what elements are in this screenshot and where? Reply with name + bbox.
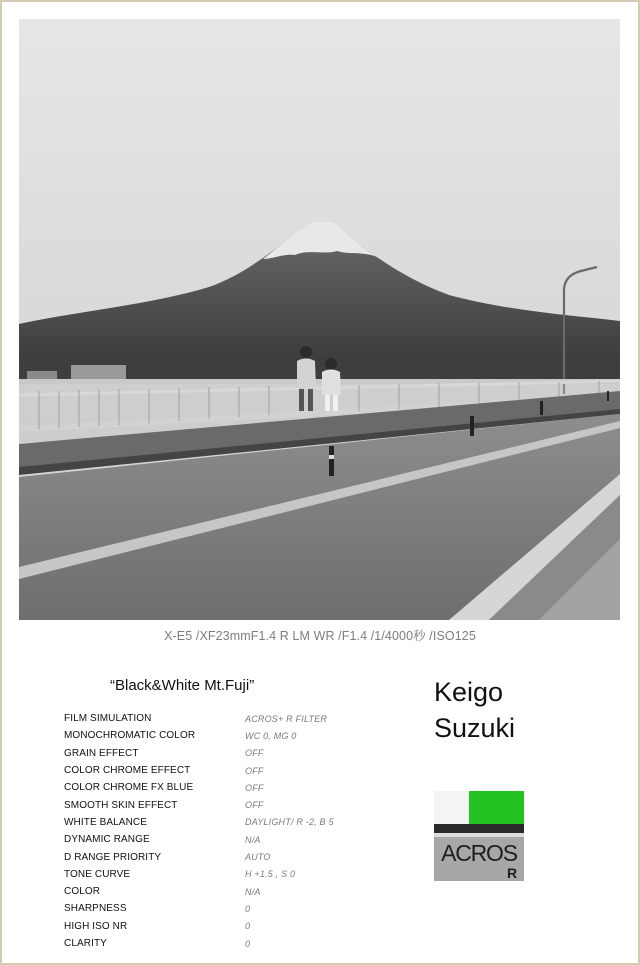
acros-r-logo [434,791,524,881]
spec-row [64,796,354,813]
spec-row [64,900,354,917]
spec-value: DAYLIGHT/ R -2, B 5 [245,817,334,828]
spec-value: 0 [245,938,251,949]
spec-value: OFF [245,765,264,776]
spec-row [64,866,354,883]
spec-value: H +1.5 , S 0 [245,869,296,880]
spec-value: OFF [245,800,264,811]
spec-label: SMOOTH SKIN EFFECT [64,799,178,811]
spec-label: HIGH ISO NR [64,920,128,932]
spec-label: FILM SIMULATION [64,713,152,725]
spec-value: OFF [245,782,264,793]
spec-label: DYNAMIC RANGE [64,834,150,846]
spec-value: N/A [245,834,261,845]
spec-row [64,918,354,935]
photographer-name [434,674,515,746]
spec-row [64,762,354,779]
spec-row [64,848,354,865]
spec-row [64,710,354,727]
spec-value: OFF [245,748,264,759]
spec-value: 0 [245,921,251,932]
spec-value: N/A [245,886,261,897]
spec-value: ACROS+ R FILTER [245,713,328,724]
spec-label: D RANGE PRIORITY [64,851,162,863]
spec-row [64,883,354,900]
spec-label: SHARPNESS [64,903,127,915]
spec-label: CLARITY [64,938,107,949]
spec-row [64,831,354,848]
acros-r-mark: R [506,865,518,881]
spec-row [64,935,354,952]
spec-row [64,727,354,744]
spec-label: TONE CURVE [64,868,131,880]
spec-label: COLOR CHROME EFFECT [64,765,191,777]
photographer-last-name: Suzuki [434,713,516,743]
photographer-first-name: Keigo [434,677,504,707]
spec-row [64,745,354,762]
spec-label: GRAIN EFFECT [64,747,139,759]
mt-fuji-photo [19,19,620,620]
spec-value: AUTO [245,852,271,863]
spec-label: WHITE BALANCE [64,816,147,828]
spec-row [64,814,354,831]
film-recipe-table [64,710,354,952]
spec-row [64,779,354,796]
exif-caption: X-E5 /XF23mmF1.4 R LM WR /F1.4 /1/4000秒 /ISO125 [164,629,476,643]
spec-label: COLOR [64,886,101,898]
acros-wordmark: ACROS [441,840,517,866]
spec-label: MONOCHROMATIC COLOR [64,730,196,742]
spec-label: COLOR CHROME FX BLUE [64,782,194,794]
spec-value: 0 [245,903,251,914]
photo-title: “Black&White Mt.Fuji” [110,677,255,694]
spec-value: WC 0, MG 0 [245,730,297,741]
